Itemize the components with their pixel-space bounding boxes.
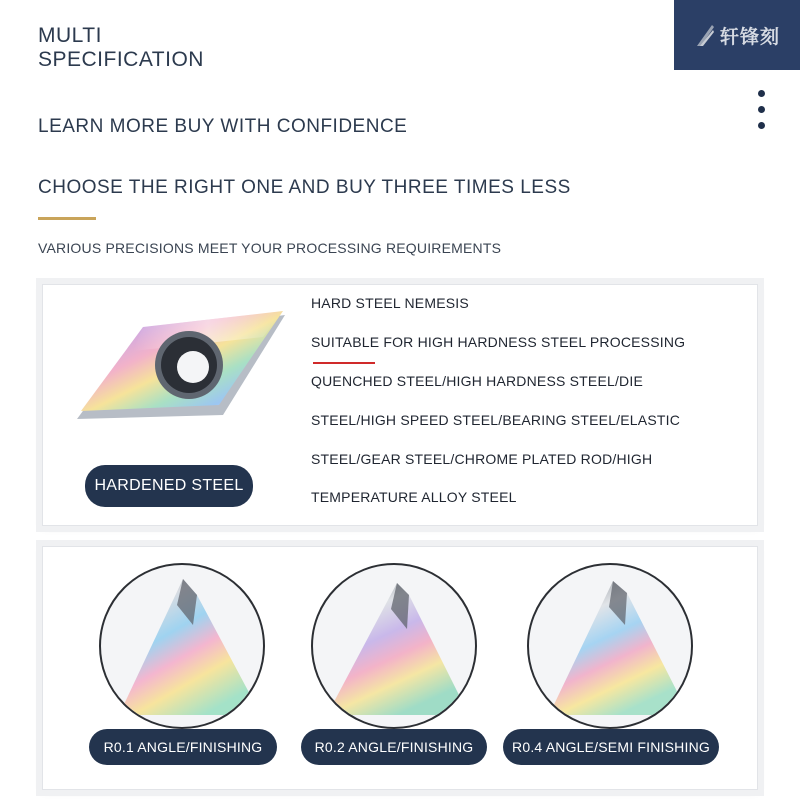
r02-angle-badge[interactable]: R0.2 ANGLE/FINISHING (301, 729, 487, 765)
insert-image (73, 307, 289, 435)
red-underline (313, 362, 375, 364)
hardened-steel-panel (42, 284, 758, 526)
title-line-1: MULTI (38, 24, 102, 47)
angle-options-panel (42, 546, 758, 790)
vertical-dots-icon[interactable] (756, 90, 766, 134)
spec-line: HARD STEEL NEMESIS (311, 295, 469, 311)
blade-logo-icon (694, 22, 716, 48)
spec-line: TEMPERATURE ALLOY STEEL (311, 489, 517, 505)
page-title (38, 24, 204, 72)
r02-tip-image (311, 563, 477, 729)
spec-line: SUITABLE FOR HIGH HARDNESS STEEL PROCESSING (311, 334, 686, 350)
section-subtitle: VARIOUS PRECISIONS MEET YOUR PROCESSING REQUIREMENTS (38, 240, 502, 256)
hardened-steel-badge[interactable]: HARDENED STEEL (85, 465, 253, 507)
r04-angle-badge[interactable]: R0.4 ANGLE/SEMI FINISHING (503, 729, 719, 765)
spec-line: QUENCHED STEEL/HIGH HARDNESS STEEL/DIE (311, 373, 643, 389)
r01-angle-badge[interactable]: R0.1 ANGLE/FINISHING (89, 729, 277, 765)
brand-logo (674, 0, 800, 70)
gold-divider (38, 217, 96, 220)
spec-line: STEEL/HIGH SPEED STEEL/BEARING STEEL/ELASTIC (311, 412, 681, 428)
title-line-2: SPECIFICATION (38, 48, 204, 71)
r01-tip-image (99, 563, 265, 729)
tagline-learn: LEARN MORE BUY WITH CONFIDENCE (38, 116, 408, 137)
tagline-choose: CHOOSE THE RIGHT ONE AND BUY THREE TIMES LESS (38, 177, 571, 198)
r04-tip-image (527, 563, 693, 729)
brand-logo-text: 轩锋刻 (719, 26, 780, 48)
spec-line: STEEL/GEAR STEEL/CHROME PLATED ROD/HIGH (311, 451, 653, 467)
